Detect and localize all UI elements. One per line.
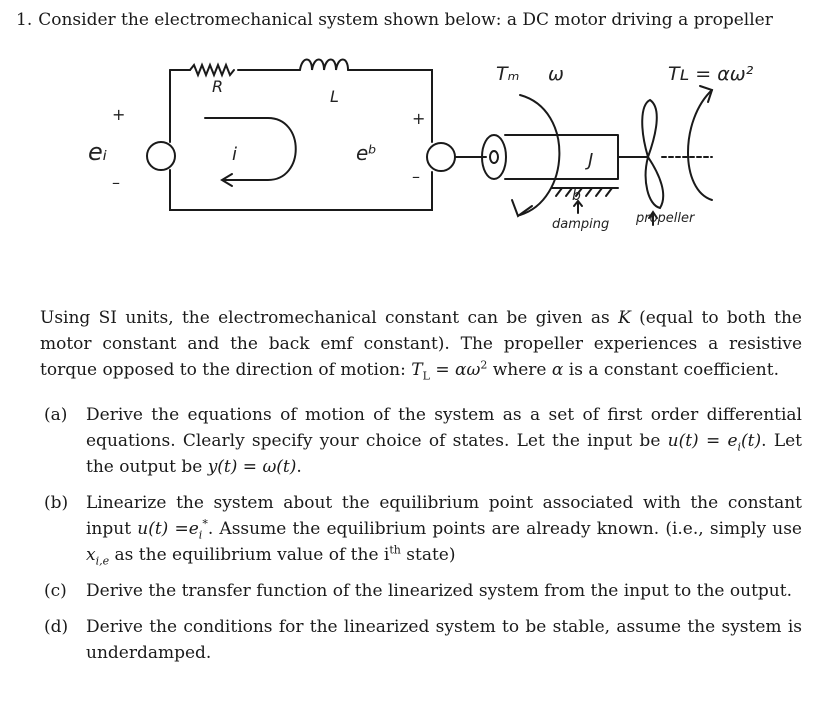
part-a-text-1: Derive the equations of motion of the system as a set of first order differential equations. Clearly specify your choice of states. Let the input be bbox=[86, 405, 802, 451]
part-b-th: th bbox=[389, 543, 401, 557]
part-c-label: (c) bbox=[44, 581, 67, 601]
emf-plus: + bbox=[412, 109, 426, 128]
propeller-label: propeller bbox=[636, 211, 695, 226]
back-emf-symbol bbox=[427, 143, 455, 171]
back-emf-label: eᵇ bbox=[356, 141, 377, 165]
question-number: 1. bbox=[16, 10, 33, 30]
load-torque-label: Tʟ = αω² bbox=[668, 63, 754, 85]
part-b-text-1: Linearize the system about the equilibrium point associated with the constant input bbox=[86, 493, 802, 539]
part-a-label: (a) bbox=[44, 405, 68, 425]
intro-text-5: is a constant coefficient. bbox=[563, 360, 779, 380]
part-a-output: y(t) = ω(t) bbox=[207, 457, 297, 477]
part-b bbox=[44, 490, 802, 568]
intro-text-4: where bbox=[487, 360, 552, 380]
damping-symbol: b bbox=[572, 188, 581, 204]
source-symbol bbox=[147, 142, 175, 170]
var-tl: T bbox=[411, 360, 423, 380]
intro-text-2: (equal to both the motor constant and the back emf constant). The propeller experiences a resistive torque opposed to the direction of motion: bbox=[40, 308, 802, 380]
part-b-state-sub: i,e bbox=[95, 554, 110, 568]
intro-paragraph bbox=[40, 305, 802, 383]
part-c bbox=[44, 578, 802, 604]
source-label: eᵢ bbox=[88, 138, 108, 166]
motor-torque-label: Tₘ bbox=[496, 63, 520, 85]
resistor-label: R bbox=[212, 77, 224, 96]
part-b-input-sub: i bbox=[198, 528, 203, 542]
var-square: 2 bbox=[480, 358, 488, 372]
resistor-zigzag bbox=[190, 65, 234, 75]
inductor-coil bbox=[300, 60, 348, 71]
part-a-input-sub: i bbox=[737, 440, 742, 454]
propeller-blade bbox=[642, 100, 663, 208]
source-minus: – bbox=[112, 173, 120, 192]
question-title bbox=[16, 10, 773, 30]
var-alpha: α bbox=[551, 360, 564, 380]
inertia-label: J bbox=[588, 150, 594, 171]
var-alpha-omega: αω bbox=[454, 360, 481, 380]
question-title-text: Consider the electromechanical system shown below: a DC motor driving a propeller bbox=[38, 10, 773, 30]
inertia-cylinder bbox=[505, 135, 618, 179]
part-b-label: (b) bbox=[44, 493, 69, 513]
intro-text-1: Using SI units, the electromechanical constant can be given as bbox=[40, 308, 619, 328]
part-d-text: Derive the conditions for the linearized system to be stable, assume the system is underdamped. bbox=[86, 617, 802, 663]
damping-hatch bbox=[556, 188, 612, 196]
part-c-text: Derive the transfer function of the linearized system from the input to the output. bbox=[86, 581, 792, 601]
part-a-text-2: . Let the output be bbox=[86, 431, 802, 477]
load-torque-arrowhead bbox=[700, 86, 712, 102]
part-d bbox=[44, 614, 802, 666]
part-b-state: x bbox=[86, 545, 96, 565]
part-b-input-sup: * bbox=[202, 517, 208, 531]
inductor-label: L bbox=[330, 87, 339, 106]
var-k: K bbox=[618, 308, 631, 328]
emf-minus: – bbox=[412, 167, 420, 186]
wire-bottom-left bbox=[170, 170, 432, 210]
torque-arrowhead bbox=[512, 200, 532, 216]
part-a-text-3: . bbox=[296, 457, 302, 477]
load-torque-curve bbox=[688, 90, 712, 200]
motor-rotor-inner bbox=[490, 151, 498, 163]
wire-top-right bbox=[348, 70, 432, 142]
motor-diagram bbox=[0, 45, 826, 255]
part-b-text-4: state) bbox=[400, 545, 456, 565]
part-a-input: u(t) = e bbox=[667, 431, 738, 451]
speed-label: ω bbox=[548, 63, 564, 85]
part-a bbox=[44, 402, 802, 480]
current-label: i bbox=[232, 144, 238, 165]
intro-text-3: = bbox=[429, 360, 455, 380]
damping-label: damping bbox=[552, 217, 610, 232]
part-b-text-3: as the equilibrium value of the i bbox=[109, 545, 390, 565]
part-b-text-2: . Assume the equilibrium points are already known. (i.e., simply use bbox=[207, 519, 802, 539]
torque-curve bbox=[520, 95, 559, 215]
part-b-input: u(t) =e bbox=[137, 519, 199, 539]
part-d-label: (d) bbox=[44, 617, 69, 637]
var-tl-sub: L bbox=[422, 369, 430, 383]
current-loop bbox=[205, 118, 296, 180]
source-plus: + bbox=[112, 105, 126, 124]
question-parts bbox=[44, 402, 802, 676]
part-a-input-end: (t) bbox=[741, 431, 762, 451]
